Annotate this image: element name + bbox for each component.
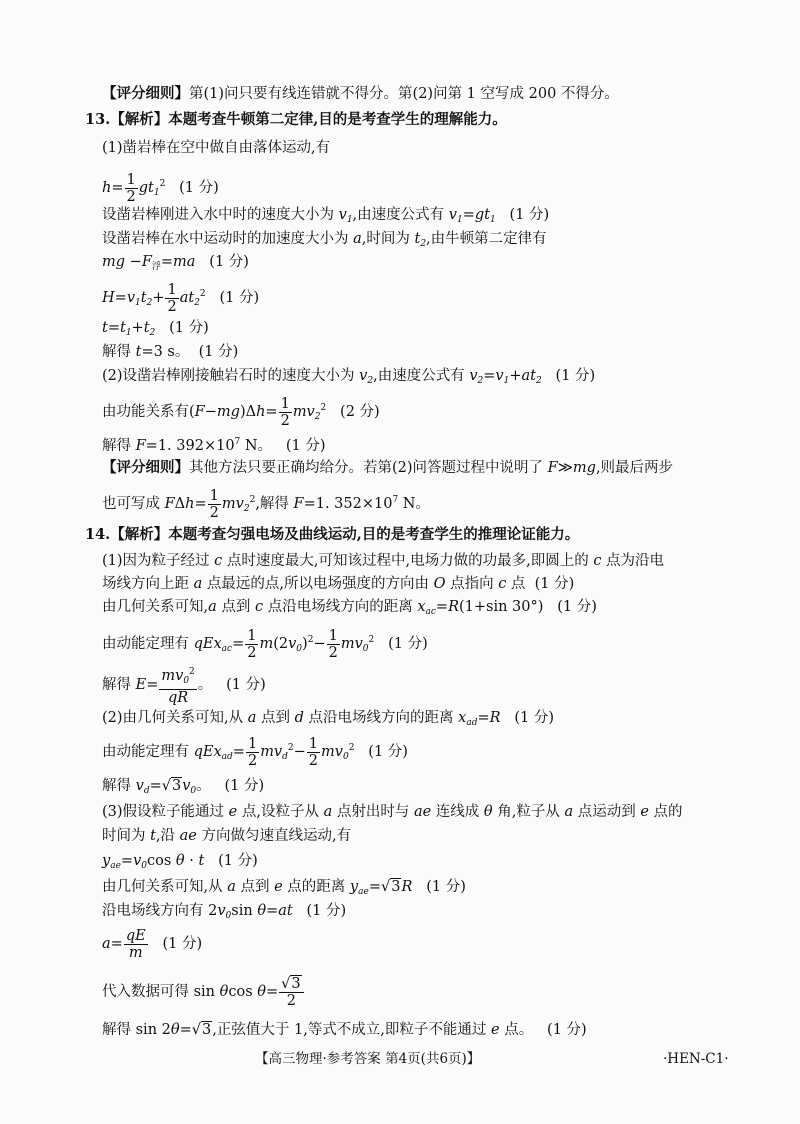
scoring-note-12: 【评分细则】第(1)问只要有线连错就不得分。第(2)问第 1 空写成 200 不得分。 bbox=[102, 85, 619, 102]
q14-part3-a: (3)假设粒子能通过 e 点,设粒子从 a 点射出时与 ae 连线成 θ 角,粒子从 a 点运动到 e 点的 bbox=[102, 804, 683, 820]
q13-eq-H: $H=v_1t_2+$ $\frac{1}{2}$ $at_2^2$ (1 分) bbox=[102, 281, 260, 315]
page-footer-label: 【高三物理·参考答案 第4页(共6页)】 bbox=[255, 1051, 481, 1067]
q13-newton: mg $-F_浮=ma$ (1 分) bbox=[102, 254, 249, 272]
q14-result-E: 解得 E= $\frac{mv_0^2}{qR}$ 。 (1 分) bbox=[102, 667, 266, 706]
q14-result-vd: 解得 $v_d=√3v_0$。 (1 分) bbox=[102, 778, 265, 796]
q13-part1-intro: (1)凿岩棒在空中做自由落体运动,有 bbox=[102, 140, 331, 156]
q14-part1-a: (1)因为粒子经过 c 点时速度最大,可知该过程中,电场力做的功最多,即圆上的 c 点为沿电 bbox=[102, 553, 665, 569]
q13-part2-v2: (2)设凿岩棒刚接触岩石时的速度大小为 $v_2$,由速度公式有 $v_2=v_1+at_2$ (1 分) bbox=[102, 368, 596, 386]
q13-energy: 由功能关系有(F−mg)Δh= $\frac{1}{2}$ $mv_2^2$ (2 分) bbox=[102, 395, 380, 429]
q14-part2-xad: (2)由几何关系可知,从 a 点到 d 点沿电场线方向的距离 $x_{ad}=R$ (1 分) bbox=[102, 710, 555, 728]
q13-header: 13.【解析】本题考查牛顿第二定律,目的是考查学生的理解能力。 bbox=[85, 111, 507, 128]
q13-eq-h: h= $\frac{1}{2}$ $gt_1^2$ (1 分) bbox=[102, 171, 219, 205]
q14-work-energy-2: 由动能定理有 qEx$_{ad}$= $\frac{1}{2}$ $mv_d^2-$ $\frac{1}{2}$ $mv_0^2$ (1 分) bbox=[102, 735, 408, 769]
q13-scoring-note: 【评分细则】其他方法只要正确均给分。若第(2)问答题过程中说明了 F≫mg,则最后两步 bbox=[102, 459, 674, 476]
q13-eq-t: $t=t_1+t_2$ (1 分) bbox=[102, 320, 209, 338]
page-footer-code: ·HEN-C1· bbox=[663, 1051, 729, 1067]
q14-eq-a: a= $\frac{qE}{m}$ (1 分) bbox=[102, 927, 203, 961]
q14-xac: 由几何关系可知,a 点到 c 点沿电场线方向的距离 $x_{ac}=R(1+\sin$ 30°) (1 分) bbox=[102, 599, 597, 617]
q13-accel-intro: 设凿岩棒在水中运动时的加速度大小为 a,时间为 $t_2$,由牛顿第二定律有 bbox=[102, 231, 547, 249]
q14-yae-motion: $y_{ae}=v_0\cos$ θ · t (1 分) bbox=[102, 853, 258, 871]
q14-substitute: 代入数据可得 sin θcos θ= $\frac{√3}{2}$ bbox=[102, 972, 305, 1012]
q13-result-F: 解得 F=1. $392\times 10^7$ N。 (1 分) bbox=[102, 437, 326, 454]
q14-field-dir: 沿电场线方向有 $2v_0\sin$ θ=at (1 分) bbox=[102, 903, 347, 921]
q14-part3-b: 时间为 t,沿 ae 方向做匀速直线运动,有 bbox=[102, 828, 352, 844]
q13-result-t: 解得 t=3 s。 (1 分) bbox=[102, 344, 239, 360]
q14-yae-distance: 由几何关系可知,从 a 点到 e 点的距离 $y_{ae}=√3R$ (1 分) bbox=[102, 879, 466, 897]
q14-header: 14.【解析】本题考查匀强电场及曲线运动,目的是考查学生的推理论证能力。 bbox=[85, 526, 580, 543]
q14-conclusion: 解得 sin 2θ=√3,正弦值大于 1,等式不成立,即粒子不能通过 e 点。 (1 分) bbox=[102, 1022, 587, 1038]
q13-scoring-note-2: 也可写成 FΔh= $\frac{1}{2}$ $mv_2^2$,解得 F=1. $352\times 10^7$ N。 bbox=[102, 487, 430, 521]
q14-work-energy-1: 由动能定理有 qEx$_{ac}$= $\frac{1}{2}$ $m(2v_0)^2-$ $\frac{1}{2}$ $mv_0^2$ (1 分) bbox=[102, 627, 428, 661]
q14-part1-b: 场线方向上距 a 点最远的点,所以电场强度的方向由 O 点指向 c 点 (1 分) bbox=[102, 576, 575, 592]
q13-v1: 设凿岩棒刚进入水中时的速度大小为 $v_1$,由速度公式有 $v_1=gt_1$ (1 分) bbox=[102, 207, 550, 225]
